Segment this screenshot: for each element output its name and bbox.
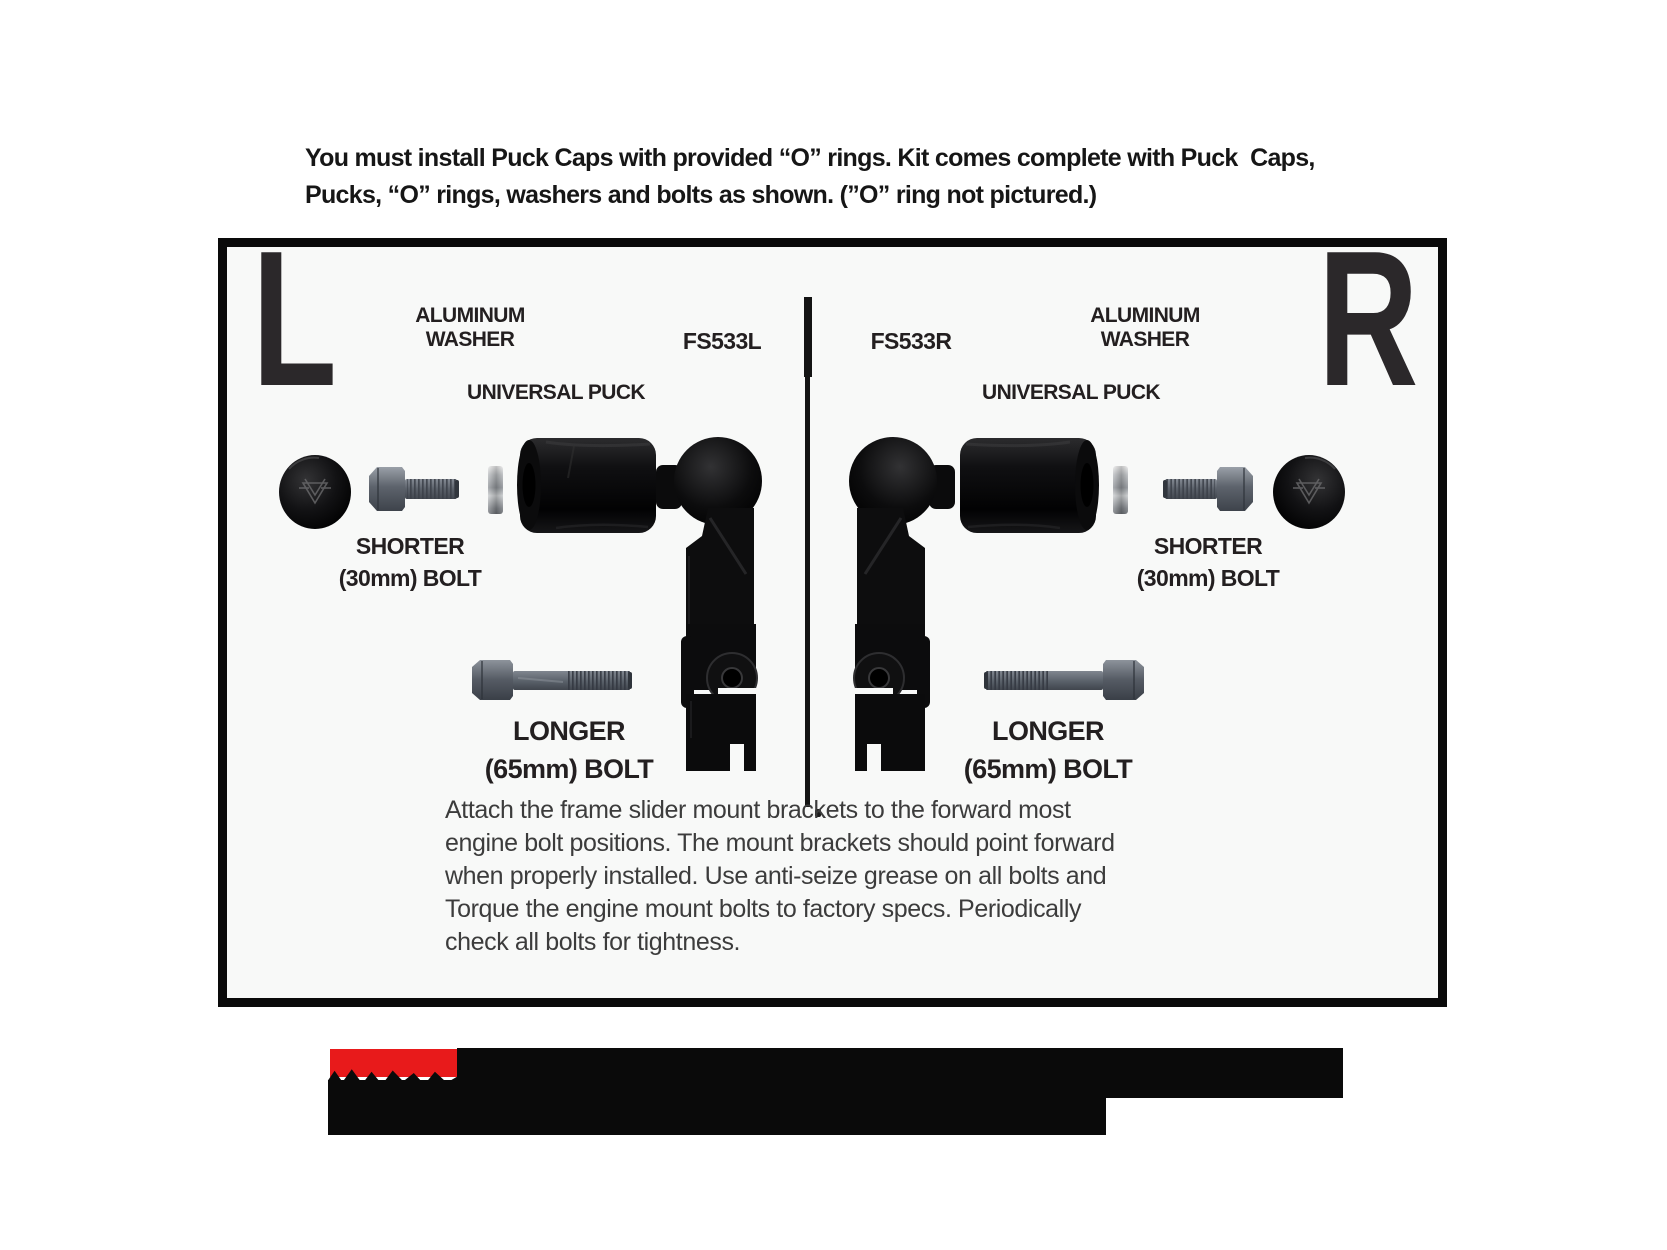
- center-divider-line: [805, 297, 810, 807]
- puck-cap-photo-left: [279, 455, 351, 534]
- aluminum-washer-photo-right: [1113, 466, 1128, 514]
- part-number-right: FS533R: [870, 328, 952, 354]
- longer-bolt-photo-left: [468, 658, 634, 707]
- longer-bolt-label-right: LONGER (65mm) BOLT: [963, 716, 1133, 784]
- universal-puck-photo-right: [960, 438, 1100, 538]
- universal-puck-label-left: UNIVERSAL PUCK: [467, 381, 645, 404]
- redaction-bar-2: [328, 1080, 1106, 1135]
- left-side-marker: L: [252, 210, 337, 426]
- intro-line-2: Pucks, “O” rings, washers and bolts as shown. (”O” ring not pictured.): [305, 181, 1097, 209]
- aluminum-washer-photo-left: [488, 466, 503, 514]
- part-number-left: FS533L: [682, 328, 762, 354]
- puck-cap-photo-right: [1273, 455, 1345, 534]
- right-side-marker: R: [1318, 210, 1419, 426]
- instruction-line: Attach the frame slider mount brackets to the forward most: [445, 796, 1071, 824]
- universal-puck-label-right: UNIVERSAL PUCK: [982, 381, 1160, 404]
- mount-bracket-photo-left: [656, 426, 776, 781]
- instructions-paragraph: [445, 794, 1115, 959]
- instruction-line: engine bolt positions. The mount brackets should point forward: [445, 829, 1115, 857]
- aluminum-washer-label-right: ALUMINUM WASHER: [1090, 304, 1200, 351]
- instruction-line: check all bolts for tightness.: [445, 928, 741, 956]
- universal-puck-photo-left: [516, 438, 656, 538]
- shorter-bolt-label-right: SHORTER (30mm) BOLT: [1136, 533, 1280, 591]
- aluminum-washer-label-left: ALUMINUM WASHER: [415, 304, 525, 351]
- intro-line-1: You must install Puck Caps with provided “O” rings. Kit comes complete with Puck Caps,: [305, 144, 1315, 172]
- instruction-line: Torque the engine mount bolts to factory specs. Periodically: [445, 895, 1082, 923]
- shorter-bolt-photo-left: [362, 466, 460, 517]
- longer-bolt-label-left: LONGER (65mm) BOLT: [484, 716, 654, 784]
- longer-bolt-photo-right: [982, 658, 1148, 707]
- instruction-line: when properly installed. Use anti-seize grease on all bolts and: [445, 862, 1107, 890]
- mount-bracket-photo-right: [835, 426, 955, 781]
- shorter-bolt-label-left: SHORTER (30mm) BOLT: [338, 533, 482, 591]
- shorter-bolt-photo-right: [1162, 466, 1260, 517]
